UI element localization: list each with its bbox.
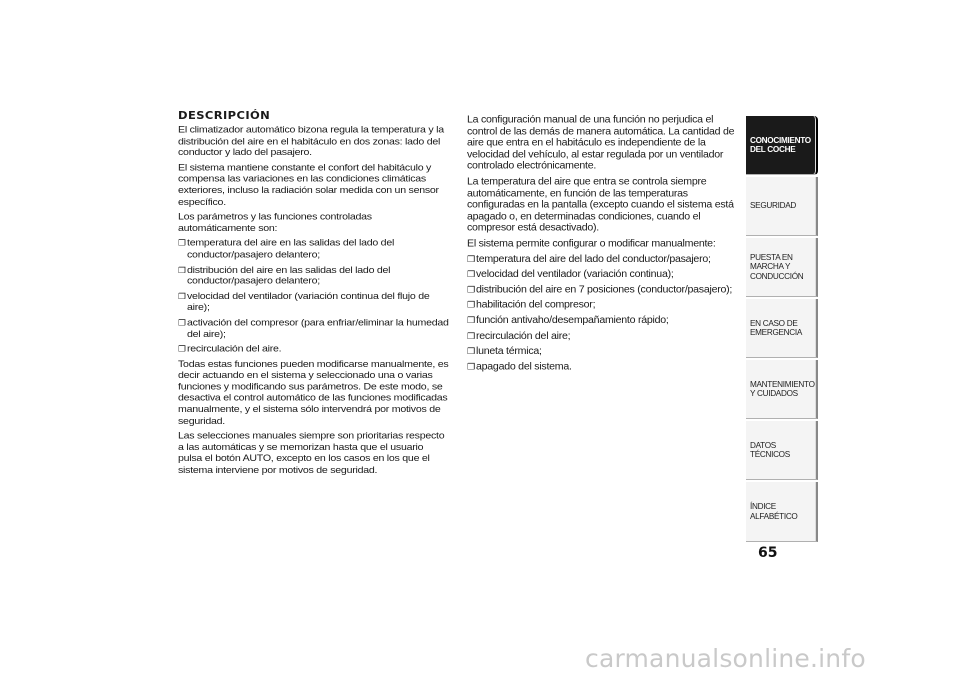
checkbox-bullet-icon: ❒ bbox=[178, 265, 186, 275]
list-item: ❒ velocidad del ventilador (variación continua del flujo de aire); bbox=[178, 290, 430, 313]
list-item: ❒ luneta térmica; bbox=[467, 345, 542, 357]
paragraph: Los parámetros y las funciones controladas automáticamente son: bbox=[178, 211, 372, 234]
list-item: ❒ temperatura del aire del lado del conductor/pasajero; bbox=[467, 253, 711, 265]
paragraph: La configuración manual de una función no perjudica el control de las demás de manera automática. La cantidad de aire que entra en el habitáculo es independiente de la velocidad del vehículo, al estar regulada por un ventilador controlado electrónicamente. bbox=[467, 114, 735, 172]
list-item: ❒ distribución del aire en 7 posiciones (conductor/pasajero); bbox=[467, 284, 733, 296]
list-item: ❒ recirculación del aire; bbox=[467, 330, 571, 342]
list-item: ❒ recirculación del aire. bbox=[178, 343, 282, 355]
left-column bbox=[178, 110, 450, 480]
list-item: ❒ temperatura del aire en las salidas del lado del conductor/pasajero delantero; bbox=[178, 237, 395, 261]
chapter-tabs bbox=[746, 116, 818, 544]
paragraph: Todas estas funciones pueden modificarse manualmente, es decir actuando en el sistema y seleccionado una o varias funciones y modificando sus parámetros. De este modo, se desactiva el control automático de las funciones modificadas manualmente, y el sistema sólo intervendrá por motivos de seguridad. bbox=[178, 358, 449, 427]
list-item: ❒ velocidad del ventilador (variación continua); bbox=[467, 268, 674, 280]
list-item: ❒ apagado del sistema. bbox=[467, 360, 572, 373]
checkbox-bullet-icon: ❒ bbox=[467, 254, 475, 264]
checkbox-bullet-icon: ❒ bbox=[178, 291, 186, 301]
tab-mantenimiento[interactable]: MANTENIMIENTO Y CUIDADOS bbox=[746, 360, 818, 419]
checkbox-bullet-icon: ❒ bbox=[178, 317, 186, 328]
tab-seguridad[interactable]: SEGURIDAD bbox=[746, 177, 818, 236]
checkbox-bullet-icon: ❒ bbox=[467, 361, 475, 372]
checkbox-bullet-icon: ❒ bbox=[467, 269, 475, 279]
paragraph: Las selecciones manuales siempre son prioritarias respecto a las automáticas y se memorizan hasta que el usuario pulsa el botón AUTO, excepto en los casos en los que el sistema interviene por motivos de seguridad. bbox=[178, 430, 445, 476]
checkbox-bullet-icon: ❒ bbox=[467, 315, 475, 325]
checkbox-bullet-icon: ❒ bbox=[178, 238, 186, 248]
list-item: ❒ habilitación del compresor; bbox=[467, 299, 596, 311]
right-column bbox=[467, 114, 739, 376]
paragraph: El climatizador automático bizona regula la temperatura y la distribución del aire en el habitáculo en dos zonas: lado del conductor y lado del pasajero. bbox=[178, 124, 444, 159]
page-number: 65 bbox=[758, 545, 778, 561]
bullet-list bbox=[467, 253, 739, 372]
tab-conocimiento-del-coche[interactable]: CONOCIMIENTO DEL COCHE bbox=[746, 116, 818, 175]
checkbox-bullet-icon: ❒ bbox=[467, 300, 475, 310]
list-item: ❒ distribución del aire en las salidas del lado del conductor/pasajero delantero; bbox=[178, 264, 391, 287]
checkbox-bullet-icon: ❒ bbox=[467, 285, 475, 295]
paragraph: El sistema mantiene constante el confort del habitáculo y compensa las variaciones en las condiciones climáticas exteriores, incluso la radiación solar medida con un sensor específico. bbox=[178, 162, 439, 208]
section-heading: DESCRIPCIÓN bbox=[178, 109, 271, 122]
bullet-list bbox=[178, 238, 450, 355]
tab-datos-tecnicos[interactable]: DATOS TÉCNICOS bbox=[746, 421, 818, 480]
paragraph: La temperatura del aire que entra se controla siempre automáticamente, en función de las temperaturas configuradas en la pantalla (excepto cuando el sistema está apagado o, en determinadas condiciones, cuando el compresor está desactivado). bbox=[467, 175, 734, 234]
tab-puesta-en-marcha[interactable]: PUESTA EN MARCHA Y CONDUCCIÓN bbox=[746, 238, 818, 297]
checkbox-bullet-icon: ❒ bbox=[178, 344, 186, 354]
list-item: ❒ activación del compresor (para enfriar/eliminar la humedad del aire); bbox=[178, 317, 449, 340]
checkbox-bullet-icon: ❒ bbox=[467, 346, 475, 356]
checkbox-bullet-icon: ❒ bbox=[467, 331, 475, 341]
watermark: carmanualsonline.info bbox=[585, 644, 866, 673]
list-item: ❒ función antivaho/desempañamiento rápido; bbox=[467, 314, 669, 326]
tab-indice-alfabetico[interactable]: ÍNDICE ALFABÉTICO bbox=[746, 482, 818, 542]
paragraph: El sistema permite configurar o modificar manualmente: bbox=[467, 237, 716, 250]
tab-en-caso-de-emergencia[interactable]: EN CASO DE EMERGENCIA bbox=[746, 299, 818, 358]
